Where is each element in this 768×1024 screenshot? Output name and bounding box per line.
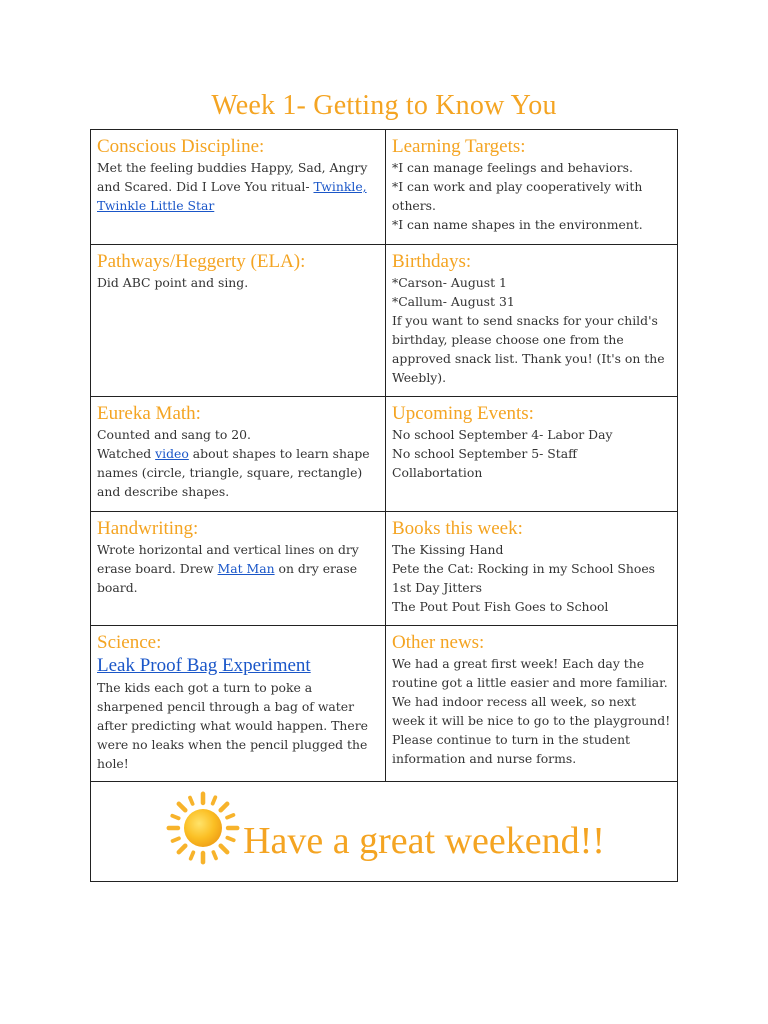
row-5 bbox=[91, 626, 678, 782]
book-2: Pete the Cat: Rocking in my School Shoes bbox=[392, 561, 656, 576]
learning-targets-heading: Learning Targets: bbox=[392, 136, 526, 157]
page-title: Week 1- Getting to Know You bbox=[211, 90, 557, 121]
leak-proof-bag-link[interactable]: Leak Proof Bag Experiment bbox=[97, 655, 311, 676]
conscious-discipline-text: Met the feeling buddies Happy, Sad, Angry and Scared. Did I Love You ritual- bbox=[97, 160, 368, 194]
row-1 bbox=[91, 130, 678, 245]
eureka-math-body bbox=[97, 444, 379, 501]
conscious-discipline-body bbox=[97, 158, 379, 215]
footer-wrap bbox=[97, 785, 671, 877]
birthday-1: *Carson- August 1 bbox=[392, 275, 507, 290]
book-3: 1st Day Jitters bbox=[392, 580, 482, 595]
eureka-math-heading: Eureka Math: bbox=[97, 403, 201, 424]
science-cell bbox=[91, 626, 386, 782]
learning-targets-cell bbox=[386, 130, 678, 245]
handwriting-cell bbox=[91, 512, 386, 626]
science-link-row bbox=[97, 654, 379, 678]
row-footer bbox=[91, 782, 678, 882]
handwriting-heading: Handwriting: bbox=[97, 518, 199, 539]
other-news-text: We had a great first week! Each day the routine got a little easier and more familiar. We had indoor recess all week, so next week it will be nice to go to the playground! Please continue to turn in the student information and nurse forms. bbox=[392, 656, 671, 766]
twinkle-star-link[interactable]: Twinkle, Twinkle Little Star bbox=[97, 179, 367, 213]
learning-target-1: *I can manage feelings and behaviors. bbox=[392, 160, 633, 175]
other-news-heading: Other news: bbox=[392, 632, 485, 653]
books-cell bbox=[386, 512, 678, 626]
eureka-math-line-1: Counted and sang to 20. bbox=[97, 427, 251, 442]
birthday-2: *Callum- August 31 bbox=[392, 294, 515, 309]
conscious-discipline-cell bbox=[91, 130, 386, 245]
sun-icon bbox=[165, 790, 241, 866]
row-4 bbox=[91, 512, 678, 626]
event-1: No school September 4- Labor Day bbox=[392, 427, 613, 442]
row-2 bbox=[91, 245, 678, 397]
handwriting-post: on dry erase board. bbox=[97, 561, 358, 595]
conscious-discipline-heading: Conscious Discipline: bbox=[97, 136, 265, 157]
mat-man-link[interactable]: Mat Man bbox=[217, 561, 275, 576]
learning-target-2: *I can work and play cooperatively with others. bbox=[392, 179, 643, 213]
eureka-math-cell bbox=[91, 397, 386, 512]
science-heading: Science: bbox=[97, 632, 162, 653]
book-1: The Kissing Hand bbox=[392, 542, 504, 557]
video-link[interactable]: video bbox=[155, 446, 189, 461]
birthday-note: If you want to send snacks for your child's birthday, please choose one from the approved snack list. Thank you! (It's on the Weebly). bbox=[392, 313, 665, 385]
eureka-math-pre: Watched bbox=[97, 446, 156, 461]
pathways-text: Did ABC point and sing. bbox=[97, 275, 249, 290]
science-text: The kids each got a turn to poke a sharpened pencil through a bag of water after predicting what would happen. There were no leaks when the pencil plugged the hole! bbox=[97, 680, 368, 771]
event-2: No school September 5- Staff Collabortation bbox=[392, 446, 577, 480]
pathways-cell bbox=[91, 245, 386, 397]
row-3 bbox=[91, 397, 678, 512]
footer-cell bbox=[91, 782, 678, 882]
book-4: The Pout Pout Fish Goes to School bbox=[392, 599, 609, 614]
handwriting-body bbox=[97, 540, 379, 597]
other-news-cell bbox=[386, 626, 678, 782]
books-heading: Books this week: bbox=[392, 518, 523, 539]
birthdays-heading: Birthdays: bbox=[392, 251, 472, 272]
footer-message: Have a great weekend!! bbox=[243, 820, 605, 862]
upcoming-events-heading: Upcoming Events: bbox=[392, 403, 534, 424]
pathways-heading: Pathways/Heggerty (ELA): bbox=[97, 251, 306, 272]
eureka-math-post: about shapes to learn shape names (circle, triangle, square, rectangle) and describe shapes. bbox=[97, 446, 370, 499]
handwriting-pre: Wrote horizontal and vertical lines on dry erase board. Drew bbox=[97, 542, 359, 576]
upcoming-events-cell bbox=[386, 397, 678, 512]
learning-target-3: *I can name shapes in the environment. bbox=[392, 217, 643, 232]
newsletter-grid bbox=[90, 129, 678, 882]
birthdays-cell bbox=[386, 245, 678, 397]
